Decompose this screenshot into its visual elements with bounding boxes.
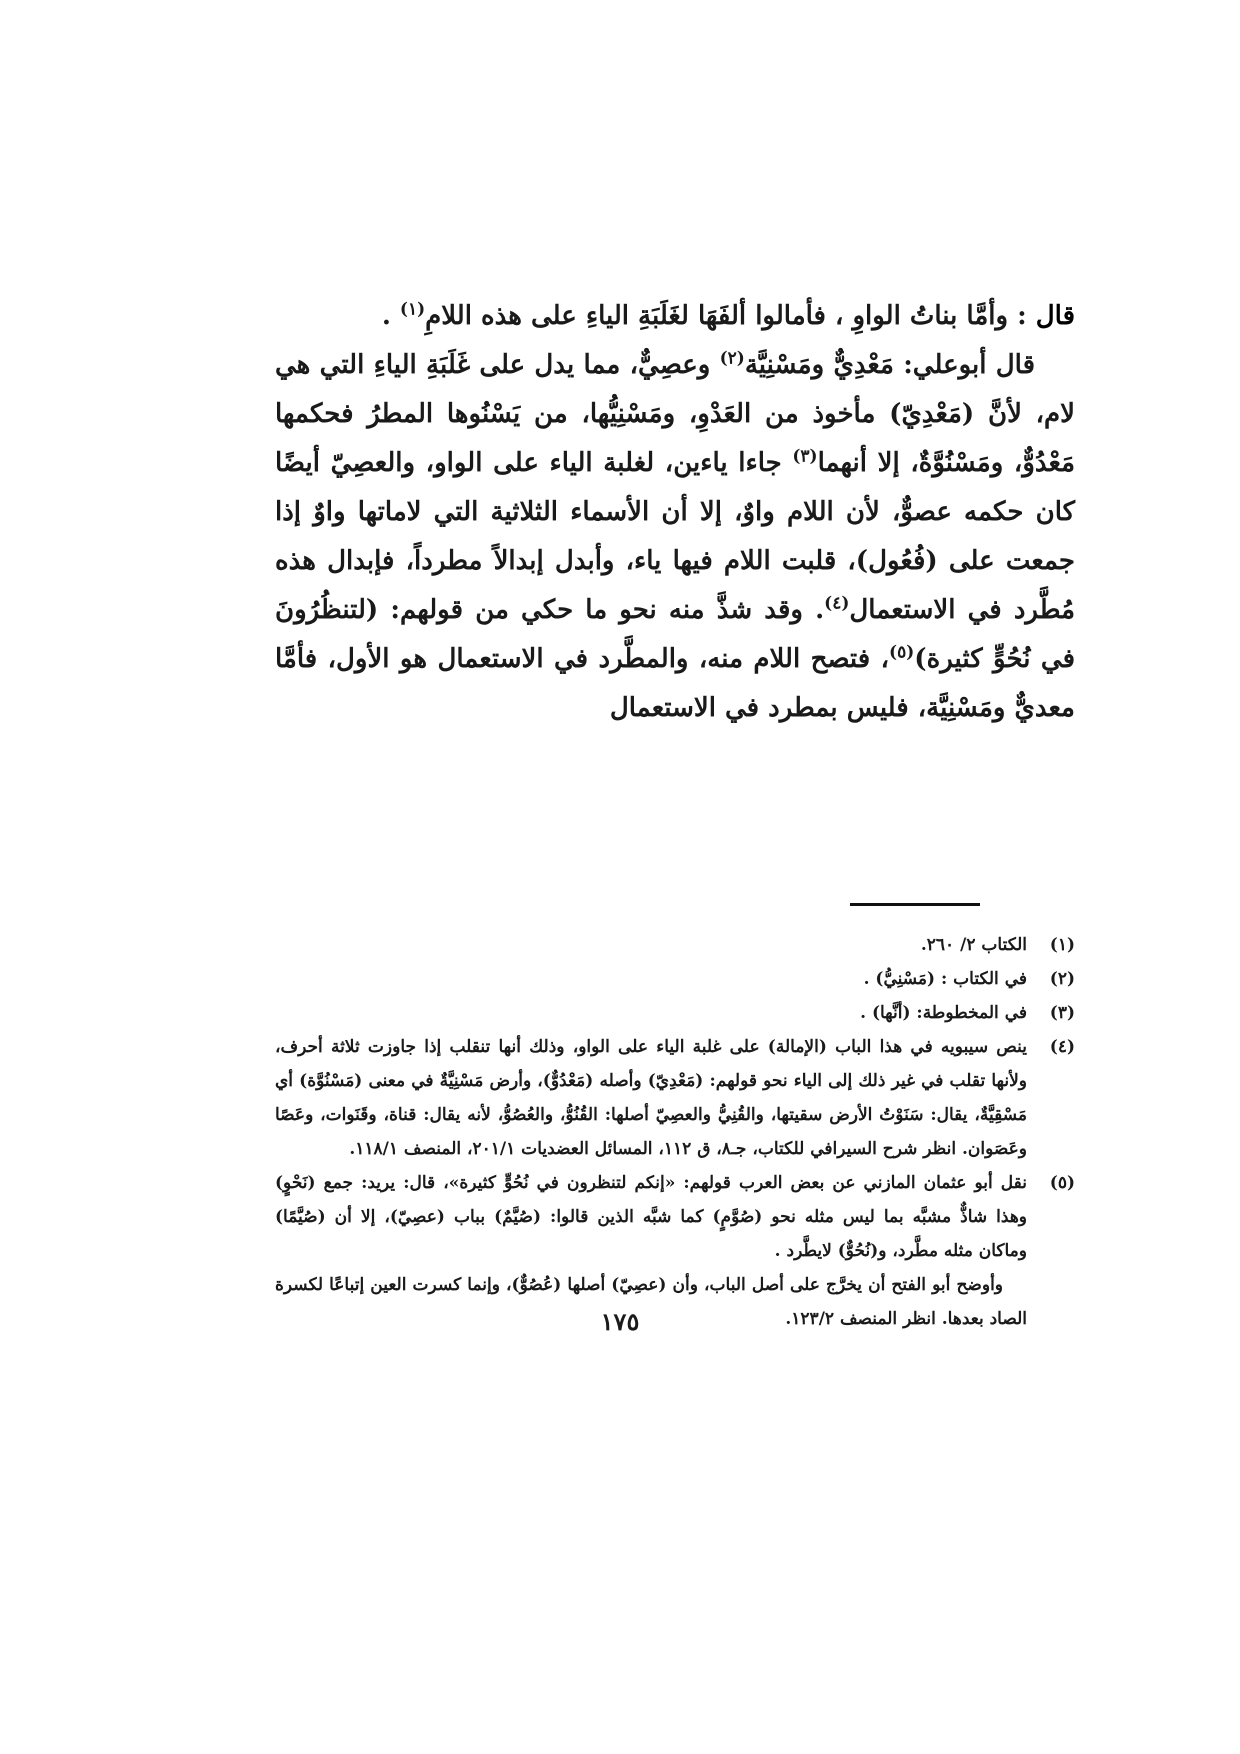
footnote-divider bbox=[850, 903, 980, 906]
paragraph-1: قال : وأمَّا بناتُ الواوِ ، فأمالوا ألفَهَا لغَلَبَةِ الياءِ على هذه اللامِ$^{(١)}$ . bbox=[381, 299, 1075, 331]
footnotes bbox=[275, 928, 1075, 1336]
paragraph-2: قال أبوعلي: مَعْدِيٌّ ومَسْنِيَّة$^{(٢)}$ وعصِيٌّ، مما يدل على غَلَبَةِ الياءِ التي هي لام، لأنَّ (مَعْدِيّ) مأخوذ من العَدْوِ، ومَسْنِيُّها، من يَسْنُوها المطرُ فحكمها مَعْدُوٌّ، ومَسْنُوَّةٌ، إلا أنهما$^{(٣)}$ جاءا ياءين، لغلبة الياء على الواو، والعصِيّ أيضًا كان حكمه عصوٌّ، لأن اللام واوٌ، إلا أن الأسماء الثلاثية التي لاماتها واوٌ إذا جمعت على (فُعُول)، قلبت اللام فيها ياء، وأبدل إبدالاً مطرداً، فإبدال هذه مُطَّرد في الاستعمال$^{(٤)}$. وقد شذَّ منه نحو ما حكي من قولهم: (لتنظُرُونَ في نُحُوٍّ كثيرة)$^{(٥)}$، فتصح اللام منه، والمطَّرد في الاستعمال هو الأول، فأمَّا معديٌّ ومَسْنِيَّة، فليس بمطرد في الاستعمال bbox=[275, 348, 1076, 723]
footnote-number: (٥) bbox=[1049, 1173, 1075, 1193]
footnote-mark-1: (١) bbox=[399, 299, 426, 320]
footnote-2 bbox=[275, 962, 1075, 996]
footnote-text: الكتاب ٢/ ٢٦٠. bbox=[920, 935, 1027, 955]
footnote-text: نقل أبو عثمان المازني عن بعض العرب قولهم: «إنكم لتنظرون في نُحُوٍّ كثيرة»، قال: يريد: جمع (نَحْوٍ) وهذا شاذٌّ مشبَّه بما ليس مثله نحو (صُوَّمٍ) كما شبَّه الذين قالوا: (صُيَّمٌ) بباب (عصِيّ)، إلا أن (صُيَّمًا) وماكان مثله مطَّرد، و(نُحُوٌّ) لايطَّرد . bbox=[275, 1173, 1027, 1261]
footnote-mark-5: (٥) bbox=[889, 642, 915, 663]
footnote-mark-4: (٤) bbox=[824, 593, 850, 614]
footnote-number: (٤) bbox=[1049, 1037, 1075, 1057]
footnote-text: في المخطوطة: (أنَّها) . bbox=[860, 1003, 1027, 1023]
main-text bbox=[275, 292, 1075, 733]
footnote-5-continuation: وأوضح أبو الفتح أن يخرَّج على أصل الباب، وأن (عصِيّ) أصلها (عُصُوٌّ)، وإنما كسرت العين إتباعًا لكسرة الصاد بعدها. انظر المنصف ١٢٣/٢. bbox=[275, 1275, 1027, 1329]
footnote-number: (١) bbox=[1049, 935, 1075, 955]
footnote-3 bbox=[275, 996, 1075, 1030]
footnote-text: ينص سيبويه في هذا الباب (الإمالة) على غلبة الياء على الواو، وذلك أنها تنقلب إذا جاوزت ثلاثة أحرف، ولأنها تقلب في غير ذلك إلى الياء نحو قولهم: (مَعْدِيّ) وأصله (مَعْدُوٌّ)، وأرض مَسْنِيَّةٌ في معنى (مَسْنُوَّة) أي مَسْقِيَّةٌ، يقال: سَنَوْتُ الأرض سقيتها، والقُنِيُّ والعصِيّ أصلها: القُنُوُّ، والعُصُوُّ، لأنه يقال: قناة، وقَنَوات، وعَصًا وعَصَوان. انظر شرح السيرافي للكتاب، جـ٨، ق ١١٢، المسائل العضديات ٢٠١/١، المنصف ١١٨/١. bbox=[275, 1037, 1027, 1159]
footnote-number: (٢) bbox=[1049, 969, 1075, 989]
footnote-number: (٣) bbox=[1049, 1003, 1075, 1023]
footnote-4 bbox=[275, 1030, 1075, 1166]
lead-word: قال bbox=[1035, 301, 1075, 331]
page-number: ١٧٥ bbox=[600, 1307, 640, 1336]
footnote-mark-2: (٢) bbox=[719, 348, 745, 369]
footnote-1 bbox=[275, 928, 1075, 962]
footnote-mark-3: (٣) bbox=[792, 446, 818, 467]
footnote-5 bbox=[275, 1166, 1075, 1268]
footnote-text: في الكتاب : (مَسْنِيُّ) . bbox=[863, 969, 1027, 989]
